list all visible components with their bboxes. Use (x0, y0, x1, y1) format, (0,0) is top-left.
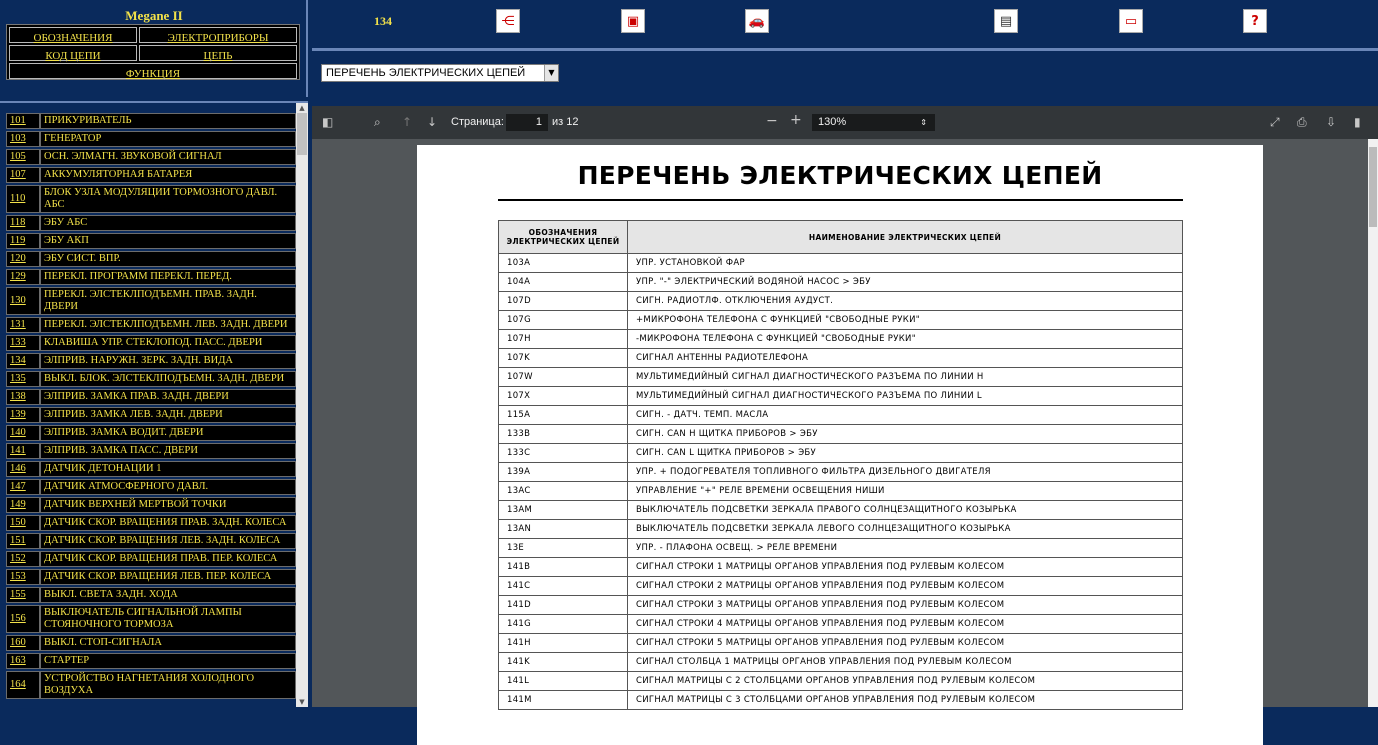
page-input[interactable]: 1 (506, 114, 548, 131)
circuit-name: ПЕРЕКЛ. ЭЛСТЕКЛПОДЪЕМН. ЛЕВ. ЗАДН. ДВЕРИ (40, 317, 296, 333)
circuit-list-item[interactable] (6, 479, 296, 495)
circuit-name: ЭЛПРИВ. ЗАМКА ВОДИТ. ДВЕРИ (40, 425, 296, 441)
circuit-code-link[interactable]: 110 (6, 185, 40, 213)
table-row (499, 463, 1183, 482)
table-row (499, 349, 1183, 368)
circuit-name-cell: СИГНАЛ СТРОКИ 5 МАТРИЦЫ ОРГАНОВ УПРАВЛЕНИЯ ПОД РУЛЕВЫМ КОЛЕСОМ (628, 634, 1183, 653)
sidebar-toggle-icon[interactable]: ◧ (322, 115, 334, 129)
table-row (499, 330, 1183, 349)
circuit-list-item[interactable] (6, 215, 296, 231)
table-row (499, 254, 1183, 273)
table-row (499, 444, 1183, 463)
circuit-name: ДАТЧИК СКОР. ВРАЩЕНИЯ ПРАВ. ЗАДН. КОЛЕСА (40, 515, 296, 531)
circuit-list-item[interactable] (6, 317, 296, 333)
document-select[interactable] (321, 64, 559, 82)
circuit-name: АККУМУЛЯТОРНАЯ БАТАРЕЯ (40, 167, 296, 183)
circuit-code-cell: 107W (499, 368, 628, 387)
circuit-code-cell: 13AN (499, 520, 628, 539)
table-row (499, 273, 1183, 292)
circuit-code-link[interactable]: 139 (6, 407, 40, 423)
circuit-code-link[interactable]: 119 (6, 233, 40, 249)
circuit-name: ДАТЧИК СКОР. ВРАЩЕНИЯ ЛЕВ. ПЕР. КОЛЕСА (40, 569, 296, 585)
table-row (499, 596, 1183, 615)
circuit-name: УСТРОЙСТВО НАГНЕТАНИЯ ХОЛОДНОГО ВОЗДУХА (40, 671, 296, 699)
circuit-code-link[interactable]: 118 (6, 215, 40, 231)
circuit-table (6, 111, 296, 701)
circuit-list-item[interactable] (6, 185, 296, 213)
circuit-list-item[interactable] (6, 287, 296, 315)
circuit-list-item[interactable] (6, 407, 296, 423)
nav-function[interactable] (9, 63, 297, 79)
circuit-name: ЭЛПРИВ. ЗАМКА ЛЕВ. ЗАДН. ДВЕРИ (40, 407, 296, 423)
book-icon[interactable]: ▤ (994, 9, 1018, 33)
model-title: Megane II (125, 8, 183, 23)
circuit-code-link[interactable]: 164 (6, 671, 40, 699)
circuit-list-item[interactable] (6, 233, 296, 249)
nav-designations[interactable] (9, 27, 137, 43)
next-page-icon[interactable]: ↓ (427, 115, 438, 129)
circuit-list-item[interactable] (6, 389, 296, 405)
circuit-code-link[interactable]: 138 (6, 389, 40, 405)
circuit-name: ГЕНЕРАТОР (40, 131, 296, 147)
circuit-code-cell: 141D (499, 596, 628, 615)
circuit-code-link[interactable]: 131 (6, 317, 40, 333)
circuit-code-link[interactable]: 133 (6, 335, 40, 351)
table-row (499, 406, 1183, 425)
circuit-name-cell: ВЫКЛЮЧАТЕЛЬ ПОДСВЕТКИ ЗЕРКАЛА ЛЕВОГО СОЛНЦЕЗАЩИТНОГО КОЗЫРЬКА (628, 520, 1183, 539)
circuit-name-cell: СИГНАЛ СТРОКИ 2 МАТРИЦЫ ОРГАНОВ УПРАВЛЕНИЯ ПОД РУЛЕВЫМ КОЛЕСОМ (628, 577, 1183, 596)
circuit-code-link[interactable]: 146 (6, 461, 40, 477)
pdf-toolbar (312, 106, 1378, 139)
circuit-list-pane (0, 101, 308, 707)
table-row (499, 558, 1183, 577)
table-row (499, 387, 1183, 406)
pdf-scroll-thumb[interactable] (1369, 147, 1377, 227)
nav-circuit-code[interactable] (9, 45, 137, 61)
table-row (499, 615, 1183, 634)
search-icon[interactable]: ⌕ (374, 115, 381, 129)
wiring-icon[interactable]: ⋲ (496, 9, 520, 33)
circuit-code-link[interactable]: 130 (6, 287, 40, 315)
circuit-name-cell: УПР. + ПОДОГРЕВАТЕЛЯ ТОПЛИВНОГО ФИЛЬТРА ДИЗЕЛЬНОГО ДВИГАТЕЛЯ (628, 463, 1183, 482)
scroll-up-icon[interactable]: ▲ (299, 104, 305, 112)
circuit-list-item[interactable] (6, 497, 296, 513)
circuit-code-link[interactable]: 107 (6, 167, 40, 183)
nav-devices[interactable] (139, 27, 297, 43)
circuit-name: ВЫКЛ. БЛОК. ЭЛСТЕКЛПОДЪЕМН. ЗАДН. ДВЕРИ (40, 371, 296, 387)
circuit-code-cell: 13AC (499, 482, 628, 501)
fit-page-icon[interactable]: ⤢ (1270, 115, 1280, 129)
circuit-code-cell: 141M (499, 691, 628, 710)
left-scrollbar[interactable] (296, 103, 308, 707)
circuit-code-cell: 107K (499, 349, 628, 368)
table-row (499, 577, 1183, 596)
circuit-list-item[interactable] (6, 113, 296, 129)
circuit-code-cell: 107H (499, 330, 628, 349)
nav-devices-link[interactable]: ЭЛЕКТРОПРИБОРЫ (167, 32, 269, 44)
circuit-list-item[interactable] (6, 443, 296, 459)
circuit-code-cell: 139A (499, 463, 628, 482)
circuit-name: ДАТЧИК СКОР. ВРАЩЕНИЯ ЛЕВ. ЗАДН. КОЛЕСА (40, 533, 296, 549)
select-bar (312, 51, 1378, 103)
circuit-list-item[interactable] (6, 461, 296, 477)
circuit-code-link[interactable]: 152 (6, 551, 40, 567)
page-label: Страница: (451, 116, 504, 128)
component-icon[interactable]: ▭ (1119, 9, 1143, 33)
circuit-name: ОСН. ЭЛМАГН. ЗВУКОВОЙ СИГНАЛ (40, 149, 296, 165)
document-title: ПЕРЕЧЕНЬ ЭЛЕКТРИЧЕСКИХ ЦЕПЕЙ (577, 161, 1103, 190)
page-total: из 12 (552, 116, 579, 128)
circuit-list-item[interactable] (6, 635, 296, 651)
circuit-code-link[interactable]: 155 (6, 587, 40, 603)
circuit-name-cell: СИГНАЛ СТРОКИ 3 МАТРИЦЫ ОРГАНОВ УПРАВЛЕНИЯ ПОД РУЛЕВЫМ КОЛЕСОМ (628, 596, 1183, 615)
pdf-viewer (312, 106, 1378, 707)
circuit-name-cell: СИГН. - ДАТЧ. ТЕМП. МАСЛА (628, 406, 1183, 425)
col-name-header: НАИМЕНОВАНИЕ ЭЛЕКТРИЧЕСКИХ ЦЕПЕЙ (628, 221, 1183, 254)
circuit-name-cell: СИГНАЛ СТОЛБЦА 1 МАТРИЦЫ ОРГАНОВ УПРАВЛЕНИЯ ПОД РУЛЕВЫМ КОЛЕСОМ (628, 653, 1183, 672)
circuit-list-item[interactable] (6, 149, 296, 165)
circuit-list (6, 111, 296, 709)
circuit-list-item[interactable] (6, 335, 296, 351)
circuit-list-item[interactable] (6, 605, 296, 633)
circuit-name: ВЫКЛ. СВЕТА ЗАДН. ХОДА (40, 587, 296, 603)
circuit-list-item[interactable] (6, 551, 296, 567)
table-row (499, 292, 1183, 311)
col-code-header (499, 221, 628, 254)
scroll-down-icon[interactable]: ▼ (299, 698, 305, 706)
circuit-code-link[interactable]: 141 (6, 443, 40, 459)
circuit-code-link[interactable]: 150 (6, 515, 40, 531)
print-icon[interactable]: ⎙ (1297, 115, 1307, 129)
circuit-name: ПРИКУРИВАТЕЛЬ (40, 113, 296, 129)
circuit-code-link[interactable]: 149 (6, 497, 40, 513)
circuit-code-cell: 141C (499, 577, 628, 596)
circuit-code-cell: 104A (499, 273, 628, 292)
bookmark-icon[interactable]: ▮ (1354, 115, 1361, 129)
circuit-name-cell: СИГНАЛ СТРОКИ 4 МАТРИЦЫ ОРГАНОВ УПРАВЛЕНИЯ ПОД РУЛЕВЫМ КОЛЕСОМ (628, 615, 1183, 634)
circuit-name-cell: СИГН. CAN L ЩИТКА ПРИБОРОВ > ЭБУ (628, 444, 1183, 463)
circuit-code-cell: 141B (499, 558, 628, 577)
circuit-list-item[interactable] (6, 653, 296, 669)
circuit-name: ДАТЧИК АТМОСФЕРНОГО ДАВЛ. (40, 479, 296, 495)
circuit-code-cell: 133C (499, 444, 628, 463)
circuit-list-item[interactable] (6, 671, 296, 699)
zoom-out-icon[interactable]: − (766, 113, 778, 129)
circuit-list-item[interactable] (6, 515, 296, 531)
table-row (499, 539, 1183, 558)
circuit-code-link[interactable]: 129 (6, 269, 40, 285)
circuit-code-cell: 141K (499, 653, 628, 672)
circuit-code-link[interactable]: 105 (6, 149, 40, 165)
document-select-value: ПЕРЕЧЕНЬ ЭЛЕКТРИЧЕСКИХ ЦЕПЕЙ (326, 67, 526, 79)
circuit-name: ПЕРЕКЛ. ПРОГРАММ ПЕРЕКЛ. ПЕРЕД. (40, 269, 296, 285)
circuit-code-cell: 133B (499, 425, 628, 444)
circuit-name-cell: СИГН. CAN H ЩИТКА ПРИБОРОВ > ЭБУ (628, 425, 1183, 444)
circuit-list-item[interactable] (6, 167, 296, 183)
table-row (499, 425, 1183, 444)
circuit-code-cell: 107G (499, 311, 628, 330)
circuit-name-cell: +МИКРОФОНА ТЕЛЕФОНА С ФУНКЦИЕЙ "СВОБОДНЫЕ РУКИ" (628, 311, 1183, 330)
circuit-code-link[interactable]: 160 (6, 635, 40, 651)
circuit-name: ЭЛПРИВ. НАРУЖН. ЗЕРК. ЗАДН. ВИДА (40, 353, 296, 369)
circuit-name: ДАТЧИК ВЕРХНЕЙ МЕРТВОЙ ТОЧКИ (40, 497, 296, 513)
circuit-name: ЭБУ АКП (40, 233, 296, 249)
car-icon[interactable]: 🚗 (745, 9, 769, 33)
circuit-code-link[interactable]: 156 (6, 605, 40, 633)
nav-circuit-code-link[interactable]: КОД ЦЕПИ (45, 50, 101, 62)
circuit-code-link[interactable]: 163 (6, 653, 40, 669)
left-scroll-thumb[interactable] (297, 113, 307, 155)
circuit-code-cell: 107X (499, 387, 628, 406)
left-panel (0, 0, 308, 707)
zoom-chevron-icon[interactable]: ⇕ (920, 118, 927, 127)
circuit-name-cell: МУЛЬТИМЕДИЙНЫЙ СИГНАЛ ДИАГНОСТИЧЕСКОГО РАЗЪЕМА ПО ЛИНИИ L (628, 387, 1183, 406)
table-header-row (499, 221, 1183, 254)
title-rule (498, 199, 1183, 201)
circuit-code-cell: 107D (499, 292, 628, 311)
pdf-scrollbar[interactable] (1368, 139, 1378, 707)
nav-function-link[interactable]: ФУНКЦИЯ (125, 68, 181, 80)
circuit-code-link[interactable]: 120 (6, 251, 40, 267)
circuit-name: БЛОК УЗЛА МОДУЛЯЦИИ ТОРМОЗНОГО ДАВЛ. АБС (40, 185, 296, 213)
circuit-list-item[interactable] (6, 269, 296, 285)
table-row (499, 520, 1183, 539)
circuit-name-cell: ВЫКЛЮЧАТЕЛЬ ПОДСВЕТКИ ЗЕРКАЛА ПРАВОГО СОЛНЦЕЗАЩИТНОГО КОЗЫРЬКА (628, 501, 1183, 520)
circuit-name: ЭБУ АБС (40, 215, 296, 231)
download-icon[interactable]: ⇩ (1326, 115, 1337, 129)
circuit-list-item[interactable] (6, 353, 296, 369)
circuit-name-cell: УПРАВЛЕНИЕ "+" РЕЛЕ ВРЕМЕНИ ОСВЕЩЕНИЯ НИШИ (628, 482, 1183, 501)
col-code-header-line2: ЭЛЕКТРИЧЕСКИХ ЦЕПЕЙ (506, 237, 620, 246)
pdf-page (417, 145, 1263, 745)
help-icon[interactable]: ? (1243, 9, 1267, 33)
circuit-code-link[interactable]: 140 (6, 425, 40, 441)
top-toolbar (312, 0, 1378, 48)
circuit-code-cell: 103A (499, 254, 628, 273)
nav-box (6, 24, 300, 80)
table-row (499, 311, 1183, 330)
circuit-name-cell: СИГНАЛ АНТЕННЫ РАДИОТЕЛЕФОНА (628, 349, 1183, 368)
chevron-down-icon[interactable]: ▼ (544, 65, 558, 81)
circuit-list-item[interactable] (6, 425, 296, 441)
table-row (499, 482, 1183, 501)
circuit-code-cell: 13AM (499, 501, 628, 520)
circuit-name: ВЫКЛ. СТОП-СИГНАЛА (40, 635, 296, 651)
circuit-name-cell: СИГНАЛ МАТРИЦЫ С 3 СТОЛБЦАМИ ОРГАНОВ УПРАВЛЕНИЯ ПОД РУЛЕВЫМ КОЛЕСОМ (628, 691, 1183, 710)
circuit-list-item[interactable] (6, 251, 296, 267)
circuit-name: ЭЛПРИВ. ЗАМКА ПАСС. ДВЕРИ (40, 443, 296, 459)
circuit-code-link[interactable]: 153 (6, 569, 40, 585)
table-row (499, 501, 1183, 520)
nav-circuit[interactable] (139, 45, 297, 61)
circuit-code-cell: 13E (499, 539, 628, 558)
circuit-code-cell: 141H (499, 634, 628, 653)
circuit-name: ВЫКЛЮЧАТЕЛЬ СИГНАЛЬНОЙ ЛАМПЫ СТОЯНОЧНОГО ТОРМОЗА (40, 605, 296, 633)
circuit-list-item[interactable] (6, 587, 296, 603)
circuit-code-cell: 141L (499, 672, 628, 691)
circuit-name: СТАРТЕР (40, 653, 296, 669)
circuits-table (498, 220, 1183, 710)
circuit-code-link[interactable]: 151 (6, 533, 40, 549)
circuit-name: ДАТЧИК ДЕТОНАЦИИ 1 (40, 461, 296, 477)
col-code-header-line1: ОБОЗНАЧЕНИЯ (528, 228, 598, 237)
circuit-name-cell: УПР. "-" ЭЛЕКТРИЧЕСКИЙ ВОДЯНОЙ НАСОС > ЭБУ (628, 273, 1183, 292)
zoom-in-icon[interactable]: + (790, 112, 802, 128)
circuit-code-cell: 115A (499, 406, 628, 425)
nav-designations-link[interactable]: ОБОЗНАЧЕНИЯ (33, 32, 113, 44)
circuit-name: ПЕРЕКЛ. ЭЛСТЕКЛПОДЪЕМН. ПРАВ. ЗАДН. ДВЕРИ (40, 287, 296, 315)
circuit-name-cell: УПР. УСТАНОВКОЙ ФАР (628, 254, 1183, 273)
table-row (499, 672, 1183, 691)
circuit-name-cell: -МИКРОФОНА ТЕЛЕФОНА С ФУНКЦИЕЙ "СВОБОДНЫЕ РУКИ" (628, 330, 1183, 349)
table-row (499, 368, 1183, 387)
circuit-code-link[interactable]: 101 (6, 113, 40, 129)
circuit-code-link[interactable]: 135 (6, 371, 40, 387)
circuit-list-item[interactable] (6, 131, 296, 147)
circuit-name: ДАТЧИК СКОР. ВРАЩЕНИЯ ПРАВ. ПЕР. КОЛЕСА (40, 551, 296, 567)
circuit-name-cell: УПР. - ПЛАФОНА ОСВЕЩ. > РЕЛЕ ВРЕМЕНИ (628, 539, 1183, 558)
circuit-name-cell: МУЛЬТИМЕДИЙНЫЙ СИГНАЛ ДИАГНОСТИЧЕСКОГО РАЗЪЕМА ПО ЛИНИИ H (628, 368, 1183, 387)
left-nav-area (0, 0, 308, 97)
previous-page-icon[interactable]: ↑ (402, 115, 413, 129)
circuit-list-item[interactable] (6, 533, 296, 549)
circuit-code-link[interactable]: 103 (6, 131, 40, 147)
circuit-code-link[interactable]: 134 (6, 353, 40, 369)
circuit-name: ЭБУ СИСТ. ВПР. (40, 251, 296, 267)
circuit-name-cell: СИГНАЛ СТРОКИ 1 МАТРИЦЫ ОРГАНОВ УПРАВЛЕНИЯ ПОД РУЛЕВЫМ КОЛЕСОМ (628, 558, 1183, 577)
circuit-code-cell: 141G (499, 615, 628, 634)
table-row (499, 653, 1183, 672)
circuit-list-item[interactable] (6, 569, 296, 585)
circuit-code-link[interactable]: 147 (6, 479, 40, 495)
nav-circuit-link[interactable]: ЦЕПЬ (203, 50, 233, 62)
connector-icon[interactable]: ▣ (621, 9, 645, 33)
circuit-name-cell: СИГНАЛ МАТРИЦЫ С 2 СТОЛБЦАМИ ОРГАНОВ УПРАВЛЕНИЯ ПОД РУЛЕВЫМ КОЛЕСОМ (628, 672, 1183, 691)
zoom-value: 130% (818, 116, 847, 128)
page-number: 134 (374, 14, 392, 28)
table-row (499, 634, 1183, 653)
circuit-name: ЭЛПРИВ. ЗАМКА ПРАВ. ЗАДН. ДВЕРИ (40, 389, 296, 405)
zoom-select[interactable] (812, 114, 935, 131)
circuit-name: КЛАВИША УПР. СТЕКЛОПОД. ПАСС. ДВЕРИ (40, 335, 296, 351)
circuit-name-cell: СИГН. РАДИОТЛФ. ОТКЛЮЧЕНИЯ АУДУСТ. (628, 292, 1183, 311)
circuit-list-item[interactable] (6, 371, 296, 387)
